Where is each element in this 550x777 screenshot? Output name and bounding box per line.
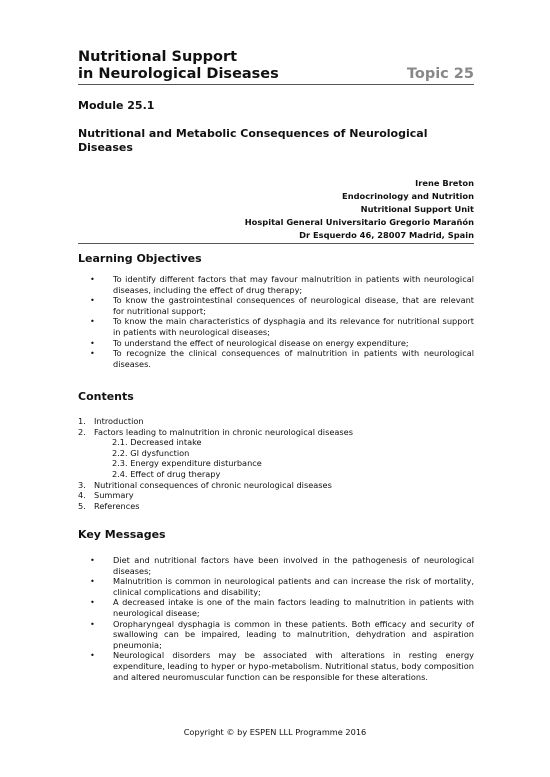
contents-item-text: 2.3. Energy expenditure disturbance [112,458,262,469]
header-title [78,49,279,83]
key-message-item [78,555,474,576]
header-title-line1: Nutritional Support [78,49,238,65]
author-hospital: Hospital General Universitario Gregorio Marañón [244,217,474,228]
learning-objective-item-text: To know the main characteristics of dysphagia and its relevance for nutritional support in patients with neurological diseases; [113,316,474,337]
contents-item-text: 2.4. Effect of drug therapy [112,468,221,479]
author-unit: Nutritional Support Unit [360,204,474,215]
key-message-item [78,650,474,682]
contents-item-text: Introduction [94,416,144,426]
key-message-item-text: Neurological disorders may be associated with alterations in resting energy expenditure, leading to hyper or hypo-metabolism. Nutritional status, body composition and altered neuromuscular function can be responsible for these alterations. [113,650,474,682]
contents-item [78,469,474,480]
key-messages-list [78,555,474,682]
learning-objective-item-text: To recognize the clinical consequences of malnutrition in patients with neurological diseases. [113,348,474,369]
author-address: Dr Esquerdo 46, 28007 Madrid, Spain [299,230,474,241]
bullet-icon: • [90,337,95,348]
contents-list [78,416,474,511]
key-message-item-text: Oropharyngeal dysphagia is common in these patients. Both efficacy and security of swallowing can be impaired, leading to malnutrition, dehydration and aspiration pneumonia; [113,618,474,650]
contents-item-text: References [94,500,140,511]
contents-item [78,480,474,491]
contents-item-text: 2.1. Decreased intake [112,437,202,448]
contents-item [78,437,474,448]
key-message-item [78,576,474,597]
contents-item-text: Summary [94,490,134,501]
key-message-item-text: Malnutrition is common in neurological patients and can increase the risk of mortality, clinical complications and disability; [113,576,474,597]
learning-objective-item [78,348,474,369]
bullet-icon: • [90,618,95,629]
contents-item-number: 3. [78,479,86,490]
contents-item [78,490,474,501]
contents-item-number: 5. [78,500,86,511]
learning-objective-item [78,274,474,295]
author-department: Endocrinology and Nutrition [342,191,474,202]
contents-item-number: 2. [78,426,86,437]
module-label: Module 25.1 [78,99,155,112]
bullet-icon: • [90,597,95,608]
author-divider [78,243,474,244]
key-messages-heading: Key Messages [78,528,166,541]
key-message-item-text: A decreased intake is one of the main factors leading to malnutrition in patients with neurological disease; [113,597,474,618]
header-topic: Topic 25 [406,66,474,82]
bullet-icon: • [90,295,95,306]
learning-objective-item-text: To understand the effect of neurological disease on energy expenditure; [113,337,409,348]
contents-item-text: Factors leading to malnutrition in chronic neurological diseases [94,426,353,437]
contents-item-number: 1. [78,416,86,426]
learning-objective-item-text: To identify different factors that may favour malnutrition in patients with neurological diseases, including the effect of drug therapy; [113,274,474,295]
learning-objective-item [78,316,474,337]
contents-item [78,458,474,469]
contents-item [78,501,474,512]
contents-heading: Contents [78,390,134,403]
bullet-icon: • [90,576,95,587]
contents-item-text: 2.2. GI dysfunction [112,447,190,458]
key-message-item-text: Diet and nutritional factors have been involved in the pathogenesis of neurological diseases; [113,555,474,576]
author-name: Irene Breton [415,178,474,188]
document-title: Nutritional and Metabolic Consequences of Neurological Diseases [78,127,428,154]
key-message-item [78,619,474,651]
bullet-icon: • [90,348,95,359]
author-block [245,177,474,242]
bullet-icon: • [90,274,95,284]
contents-item-text: Nutritional consequences of chronic neurological diseases [94,479,332,490]
bullet-icon: • [90,555,95,565]
bullet-icon: • [90,650,95,661]
learning-objectives-heading: Learning Objectives [78,252,202,265]
header-title-line2: in Neurological Diseases [78,66,279,82]
contents-item [78,427,474,438]
learning-objectives-list [78,274,474,369]
learning-objective-item-text: To know the gastrointestinal consequences of neurological disease, that are relevant for nutritional support; [113,295,474,316]
contents-item [78,416,474,427]
learning-objective-item [78,295,474,316]
key-message-item [78,597,474,618]
learning-objective-item [78,338,474,349]
bullet-icon: • [90,316,95,327]
copyright-footer: Copyright © by ESPEN LLL Programme 2016 [183,727,367,737]
contents-item [78,448,474,459]
header-divider [78,84,474,85]
contents-item-number: 4. [78,490,86,501]
